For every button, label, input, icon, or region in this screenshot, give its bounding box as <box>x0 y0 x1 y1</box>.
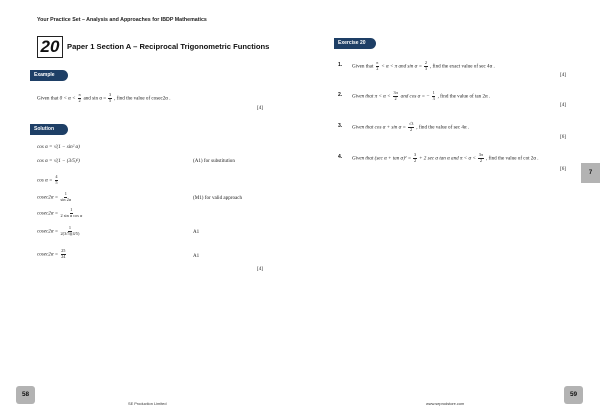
numerator: π <box>78 92 81 97</box>
numerator: 3 <box>414 152 417 157</box>
ask: , find the exact value of sec 4α . <box>429 63 495 70</box>
numerator: 3π <box>478 152 484 157</box>
page-number-right: 59 <box>564 386 583 404</box>
question-3-number: 3. <box>338 123 343 129</box>
denominator: 2 <box>394 95 397 101</box>
condition: and cos α = − <box>400 93 430 100</box>
exercise-label: Exercise 20 <box>334 38 376 49</box>
numerator: 3π <box>393 90 398 95</box>
denominator: 24 <box>61 253 66 259</box>
stem: Given that cos α + sin α = <box>352 124 406 131</box>
numerator: √3 <box>408 121 414 126</box>
question-3-marks: [6] <box>560 134 566 140</box>
running-header: Your Practice Set – Analysis and Approaches for IBDP Mathematics <box>37 17 207 23</box>
stem: Given that π < α < <box>352 93 391 100</box>
chapter-side-tab: 7 <box>581 163 600 183</box>
fraction-root3-over-2 <box>408 122 414 132</box>
chapter-number-badge: 20 <box>37 36 63 58</box>
fraction-pi-over-2 <box>78 93 81 103</box>
denominator: 2 <box>78 97 81 103</box>
fraction <box>61 208 83 218</box>
numerator: 1 <box>64 191 67 196</box>
solution-line-5 <box>37 208 83 218</box>
ask: , find the value of sec 4α . <box>416 124 470 131</box>
solution-note-a1-second: A1 <box>193 253 200 259</box>
numerator: 1 <box>68 225 72 230</box>
solution-label: Solution <box>30 124 68 135</box>
fraction <box>61 226 80 236</box>
solution-line-2: cos α = √(1 − (3/5)²) <box>37 158 80 164</box>
question-2-text <box>352 91 490 101</box>
lhs: cosec2α = <box>37 228 59 235</box>
example-ask: , find the value of cosec2α . <box>114 95 171 102</box>
lhs: cos α = <box>37 177 53 184</box>
denominator: 2(3/5)(4/5) <box>60 230 80 236</box>
condition: < α < π and sin α = <box>381 63 423 70</box>
question-1-marks: [4] <box>560 72 566 78</box>
solution-note-approach: (M1) for valid approach <box>193 195 243 201</box>
example-sin: and sin α = <box>83 95 107 102</box>
fraction <box>61 249 66 259</box>
question-2-number: 2. <box>338 92 343 98</box>
chapter-title: Paper 1 Section A – Reciprocal Trigonometric Functions <box>67 42 270 51</box>
fraction <box>61 192 72 202</box>
denominator: 3 <box>424 65 428 71</box>
question-1-number: 1. <box>338 62 343 68</box>
numerator: 2 <box>424 60 428 65</box>
denominator: 2 <box>414 157 417 163</box>
denominator: 5 <box>55 179 58 185</box>
numerator: 1 <box>70 207 73 212</box>
page-number-left: 58 <box>16 386 35 404</box>
fraction <box>55 175 58 185</box>
condition: + 2 sec α tan α and π < α < <box>419 155 476 162</box>
question-1-text <box>352 61 495 71</box>
footer-publisher: SE Production Limited <box>128 401 167 406</box>
solution-marks: [4] <box>257 266 263 272</box>
question-4-number: 4. <box>338 154 343 160</box>
stem: Given that <box>352 63 374 70</box>
ask: , find the value of tan 2α . <box>437 93 491 100</box>
solution-line-6 <box>37 226 80 236</box>
denominator: 3 <box>432 95 435 101</box>
question-4-text <box>352 153 539 163</box>
denominator: 5 <box>109 97 112 103</box>
numerator: 1 <box>432 90 435 95</box>
fraction-1-over-3 <box>432 91 435 101</box>
example-question <box>37 93 171 103</box>
example-stem: Given that <box>37 95 59 102</box>
lhs: cosec2α = <box>37 210 59 217</box>
numerator: 3 <box>109 92 112 97</box>
fraction-3pi-over-2 <box>393 91 399 101</box>
lhs: cosec2α = <box>37 194 59 201</box>
lhs: cosec2α = <box>37 251 59 258</box>
footer-website: www.seprodstore.com <box>426 401 465 406</box>
stem: Given that (sec α + tan α)² = <box>352 155 412 162</box>
example-label: Example <box>30 70 68 81</box>
fraction-3-over-2 <box>413 153 416 163</box>
solution-line-1: cos α = √(1 − sin² α) <box>37 144 80 150</box>
example-inequality: 0 < α < <box>59 95 76 102</box>
ask: , find the value of cot 2α . <box>485 155 539 162</box>
example-marks: [4] <box>257 105 263 111</box>
question-4-marks: [6] <box>560 166 566 172</box>
fraction-3-over-5 <box>108 93 111 103</box>
denominator: sin 2α <box>60 196 72 202</box>
denominator: 2 <box>410 126 413 132</box>
solution-note-substitution: (A1) for substitution <box>193 158 235 164</box>
numerator: π <box>376 60 379 65</box>
fraction-3pi-over-2 <box>478 153 484 163</box>
solution-line-4 <box>37 192 72 202</box>
numerator: 4 <box>55 174 58 179</box>
solution-line-7 <box>37 249 67 259</box>
question-2-marks: [4] <box>560 102 566 108</box>
fraction-2-over-3 <box>424 61 427 71</box>
numerator: 25 <box>61 248 66 253</box>
solution-note-a1-first: A1 <box>193 229 200 235</box>
fraction-pi-over-2 <box>376 61 379 71</box>
solution-line-3 <box>37 175 59 185</box>
question-3-text <box>352 122 469 132</box>
denominator: 2 <box>479 157 482 163</box>
denominator: 2 <box>376 65 379 71</box>
denominator: 2 sin α cos α <box>60 212 83 218</box>
